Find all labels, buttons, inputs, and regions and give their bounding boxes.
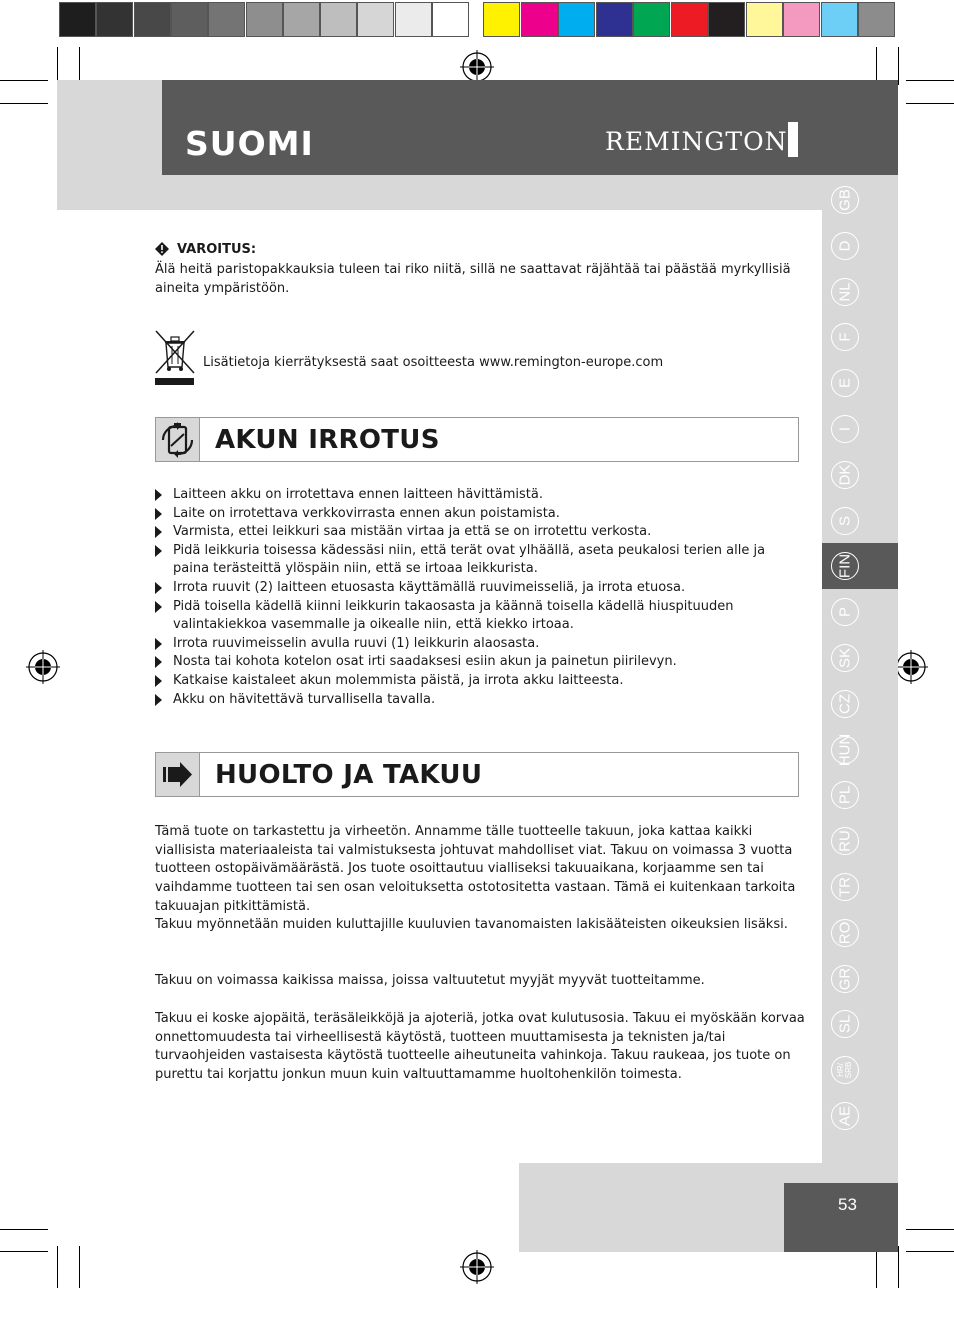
tab-label: SK — [836, 647, 854, 669]
bullet-arrow-icon — [155, 675, 162, 687]
bullet-arrow-icon — [155, 601, 162, 613]
list-item-text: Laitteen akku on irrotettava ennen laitteen hävittämistä. — [173, 487, 544, 502]
tab-label: TR — [836, 877, 854, 897]
list-item-text: Irrota ruuvit (2) laitteen etuosasta käyttämällä ruuvimeisseliä, ja irrota etuosa. — [173, 579, 686, 595]
list-item — [155, 598, 805, 635]
process-color-swatch — [858, 2, 895, 37]
bullet-arrow-icon — [155, 508, 162, 520]
tab-label: SL — [836, 1015, 854, 1034]
grayscale-swatch — [357, 2, 394, 37]
grayscale-swatch — [320, 2, 357, 37]
tab-label: GB — [836, 189, 854, 211]
tab-label: F — [836, 332, 854, 342]
tab-ru[interactable] — [831, 827, 859, 855]
process-color-swatch — [633, 2, 670, 37]
tab-label: FIN — [836, 554, 854, 579]
grayscale-swatch — [208, 2, 245, 37]
process-color-swatch — [783, 2, 820, 37]
tab-dk[interactable] — [831, 461, 859, 489]
page-number-box — [784, 1183, 898, 1252]
grayscale-swatch — [432, 2, 469, 37]
list-item — [155, 523, 805, 542]
grayscale-swatch — [96, 2, 133, 37]
list-item — [155, 579, 805, 598]
crossed-bin-icon — [154, 329, 196, 387]
tab-label: GR — [836, 967, 854, 990]
tab-p[interactable] — [831, 598, 859, 626]
process-color-swatch — [558, 2, 595, 37]
service-paragraph-2: Takuu myönnetään muiden kuluttajille kuuluvien tavanomaisten lakisääteisten oikeuksien lisäksi. — [155, 917, 788, 932]
grayscale-swatch — [395, 2, 432, 37]
service-paragraph-4: Takuu ei koske ajopäitä, teräsäleikköjä ja ajoteriä, jotka ovat kulutusosia. Takuu ei myöskään korvaa onnettomuudesta tai virheellisestä käytöstä, tuotteen muuttamisesta ja teknisten ja/tai turvaohjeiden vastaisesta käytöstä tuotteelle aiheutuneita vahinkoja. Takuu raukeaa, jos tuote on purettu tai korjattu jonkun muun kuin valtuuttamamme huoltohenkilön toimesta. — [155, 1011, 805, 1083]
tab-label: RU — [836, 830, 854, 853]
list-item-text: Akku on hävitettävä turvallisella tavalla. — [173, 691, 436, 707]
battery-section-icon-box — [156, 418, 200, 461]
warning-label: VAROITUS: — [177, 242, 257, 257]
tab-label: NL — [836, 282, 854, 302]
list-item-text: Nosta tai kohota kotelon osat irti saadaksesi esiin akun ja painetun piirilevyn. — [173, 654, 677, 670]
process-color-swatch — [596, 2, 633, 37]
tab-nl[interactable] — [831, 278, 859, 306]
tab-label: HUN — [836, 733, 854, 766]
list-item-text: Varmista, ettei leikkuri saa mistään virtaa ja että se on irrotettu verkosta. — [173, 524, 652, 540]
bullet-arrow-icon — [155, 489, 162, 501]
brand-name: REMINGTON — [605, 127, 788, 156]
tab-e[interactable] — [831, 369, 859, 397]
list-item-text: Pidä leikkuria toisessa kädessäsi niin, että terät ovat ylhäällä, aseta peukalosi terien alle ja paina terästeittä ylöspäin niin, että se irtoaa leikkurista. — [173, 542, 766, 577]
list-item — [155, 635, 805, 654]
battery-section-heading: AKUN IRROTUS — [215, 425, 440, 455]
process-color-swatch — [521, 2, 558, 37]
page-title: SUOMI — [185, 124, 314, 163]
registration-mark-icon — [460, 50, 494, 84]
process-color-swatch — [746, 2, 783, 37]
bullet-arrow-icon — [155, 582, 162, 594]
warning-text-line2: aineita ympäristöön. — [155, 281, 290, 296]
process-color-swatch — [821, 2, 858, 37]
battery-removal-list — [155, 486, 805, 709]
tab-label: PL — [836, 786, 854, 805]
grayscale-swatch — [283, 2, 320, 37]
tab-ae[interactable] — [831, 1102, 859, 1130]
list-item-text: Pidä toisella kädellä kiinni leikkurin takaosasta ja käännä toisella kädellä hiuspituuden valintakiekkoa vasemmalle ja oikealle niin, että kiekko irtoaa. — [173, 598, 734, 633]
tab-label: HR/ SRB — [836, 1061, 853, 1079]
tab-cz[interactable] — [831, 690, 859, 718]
tab-label: DK — [836, 464, 854, 486]
bullet-arrow-icon — [155, 638, 162, 650]
tab-i[interactable] — [831, 415, 859, 443]
tab-label: AE — [836, 1105, 854, 1127]
battery-section-header — [155, 417, 799, 462]
tab-gr[interactable] — [831, 965, 859, 993]
service-section-heading: HUOLTO JA TAKUU — [215, 760, 483, 790]
recycling-text: Lisätietoja kierrätyksestä saat osoitteesta www.remington-europe.com — [203, 355, 664, 370]
tab-label: D — [836, 240, 854, 252]
registration-mark-icon — [26, 650, 60, 684]
tab-label: E — [836, 378, 854, 389]
tab-gb[interactable] — [831, 186, 859, 214]
list-item-text: Katkaise kaistaleet akun molemmista päistä, ja irrota akku laitteesta. — [173, 672, 624, 688]
warning-text-line1: Älä heitä paristopakkauksia tuleen tai riko niitä, sillä ne saattavat räjähtää tai päästää myrkyllisiä — [155, 262, 791, 277]
tab-label: CZ — [836, 693, 854, 714]
brand-logo — [605, 127, 796, 156]
registration-mark-icon — [894, 650, 928, 684]
brand-logo-bar — [788, 122, 798, 157]
page-number: 53 — [838, 1195, 857, 1214]
list-item — [155, 486, 805, 505]
grayscale-swatch — [59, 2, 96, 37]
list-item — [155, 542, 805, 579]
list-item-text: Laite on irrotettava verkkovirrasta ennen akun poistamista. — [173, 505, 560, 521]
tab-tr[interactable] — [831, 873, 859, 901]
warning-diamond-icon — [155, 242, 169, 256]
service-section-icon-box — [156, 753, 200, 796]
list-item — [155, 653, 805, 672]
tab-hr-srb[interactable] — [831, 1056, 859, 1084]
tab-sk[interactable] — [831, 644, 859, 672]
grayscale-swatch — [134, 2, 171, 37]
tab-label: P — [836, 607, 854, 618]
tab-label: S — [836, 515, 854, 526]
tab-label: RO — [836, 921, 854, 945]
grayscale-swatch — [171, 2, 208, 37]
tab-d[interactable] — [831, 232, 859, 260]
bullet-arrow-icon — [155, 526, 162, 538]
bullet-arrow-icon — [155, 545, 162, 557]
registration-mark-icon — [460, 1250, 494, 1284]
list-item-text: Irrota ruuvimeisselin avulla ruuvi (1) leikkurin alaosasta. — [173, 635, 540, 651]
service-paragraph-1: Tämä tuote on tarkastettu ja virheetön. Annamme tälle tuotteelle takuun, joka kattaa kaikki viallisista materiaaleista tai valmistuksesta johtuvat mahdolliset viat. Takuu on voimassa 3 vuotta tuotteen ostopäivämäärästä. Jos tuote osoittautuu vialliseksi takuuaikana, korjaamme sen tai vaihdamme tuotteen tai sen osan veloituksetta ostotositetta vastaan. Tämä ei kuitenkaan tarkoita takuuajan pitkittämistä. — [155, 824, 796, 914]
tab-hun[interactable] — [831, 733, 859, 766]
arrow-right-icon — [156, 753, 199, 796]
grayscale-swatch — [246, 2, 283, 37]
service-paragraph-3: Takuu on voimassa kaikissa maissa, joissa valtuutetut myyjät myyvät tuotteitamme. — [155, 973, 705, 988]
list-item — [155, 505, 805, 524]
process-color-swatch — [671, 2, 708, 37]
service-section-header — [155, 752, 799, 797]
list-item — [155, 672, 805, 691]
bullet-arrow-icon — [155, 694, 162, 706]
tab-ro[interactable] — [831, 919, 859, 947]
list-item — [155, 691, 805, 710]
bullet-arrow-icon — [155, 656, 162, 668]
process-color-swatch — [708, 2, 745, 37]
battery-removal-icon — [156, 418, 199, 461]
tab-label: I — [836, 426, 854, 432]
tab-s[interactable] — [831, 507, 859, 535]
process-color-swatch — [483, 2, 520, 37]
